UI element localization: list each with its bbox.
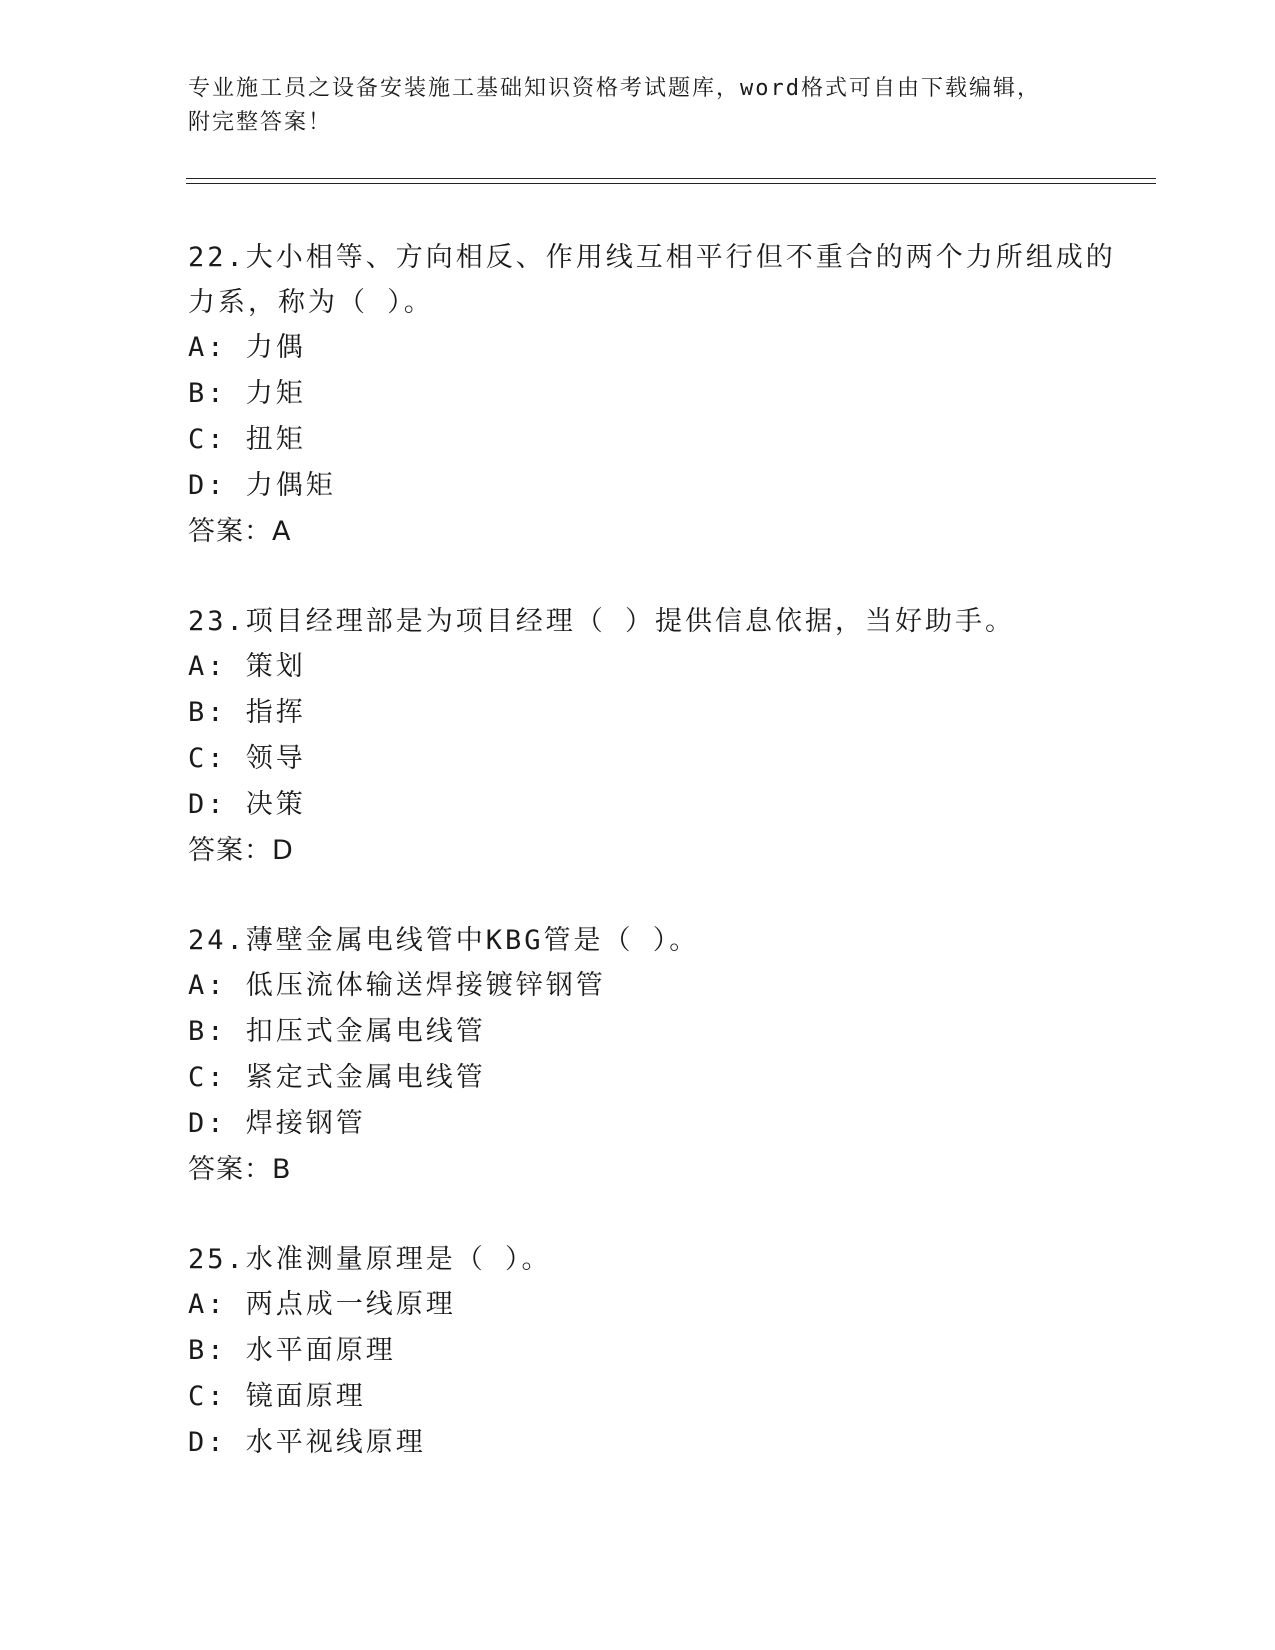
header-line-2: 附完整答案！ bbox=[188, 110, 333, 135]
question-24 bbox=[188, 918, 1128, 1193]
option-a: A: 两点成一线原理 bbox=[188, 1289, 456, 1320]
option-b: B: 指挥 bbox=[188, 697, 306, 728]
option-d: D: 力偶矩 bbox=[188, 470, 336, 501]
question-22 bbox=[188, 235, 1128, 555]
header-line-1: 专业施工员之设备安装施工基础知识资格考试题库，word格式可自由下载编辑， bbox=[188, 76, 1041, 101]
answer-line: 答案：A bbox=[188, 516, 292, 547]
question-text: 22.大小相等、方向相反、作用线互相平行但不重合的两个力所组成的 bbox=[188, 242, 1116, 273]
question-text: 23.项目经理部是为项目经理（ ）提供信息依据，当好助手。 bbox=[188, 606, 1016, 637]
option-c: C: 领导 bbox=[188, 743, 306, 774]
option-b: B: 力矩 bbox=[188, 378, 306, 409]
question-text: 25.水准测量原理是（ ）。 bbox=[188, 1244, 552, 1275]
header-divider-top bbox=[186, 178, 1156, 179]
question-25 bbox=[188, 1237, 1128, 1466]
question-text: 24.薄壁金属电线管中KBG管是（ ）。 bbox=[188, 925, 700, 956]
question-text-continued: 力系，称为（ ）。 bbox=[188, 287, 434, 318]
option-c: C: 紧定式金属电线管 bbox=[188, 1062, 486, 1093]
option-d: D: 焊接钢管 bbox=[188, 1108, 366, 1139]
option-a: A: 力偶 bbox=[188, 332, 306, 363]
option-b: B: 扣压式金属电线管 bbox=[188, 1016, 486, 1047]
header-divider-bottom bbox=[186, 183, 1156, 184]
option-b: B: 水平面原理 bbox=[188, 1335, 396, 1366]
question-23 bbox=[188, 599, 1128, 874]
option-d: D: 水平视线原理 bbox=[188, 1427, 426, 1458]
option-d: D: 决策 bbox=[188, 789, 306, 820]
question-list bbox=[188, 235, 1128, 1510]
option-a: A: 低压流体输送焊接镀锌钢管 bbox=[188, 970, 606, 1001]
answer-line: 答案：D bbox=[188, 835, 294, 866]
answer-line: 答案：B bbox=[188, 1154, 292, 1185]
option-c: C: 扭矩 bbox=[188, 424, 306, 455]
document-header bbox=[188, 72, 1068, 140]
option-a: A: 策划 bbox=[188, 651, 306, 682]
option-c: C: 镜面原理 bbox=[188, 1381, 366, 1412]
